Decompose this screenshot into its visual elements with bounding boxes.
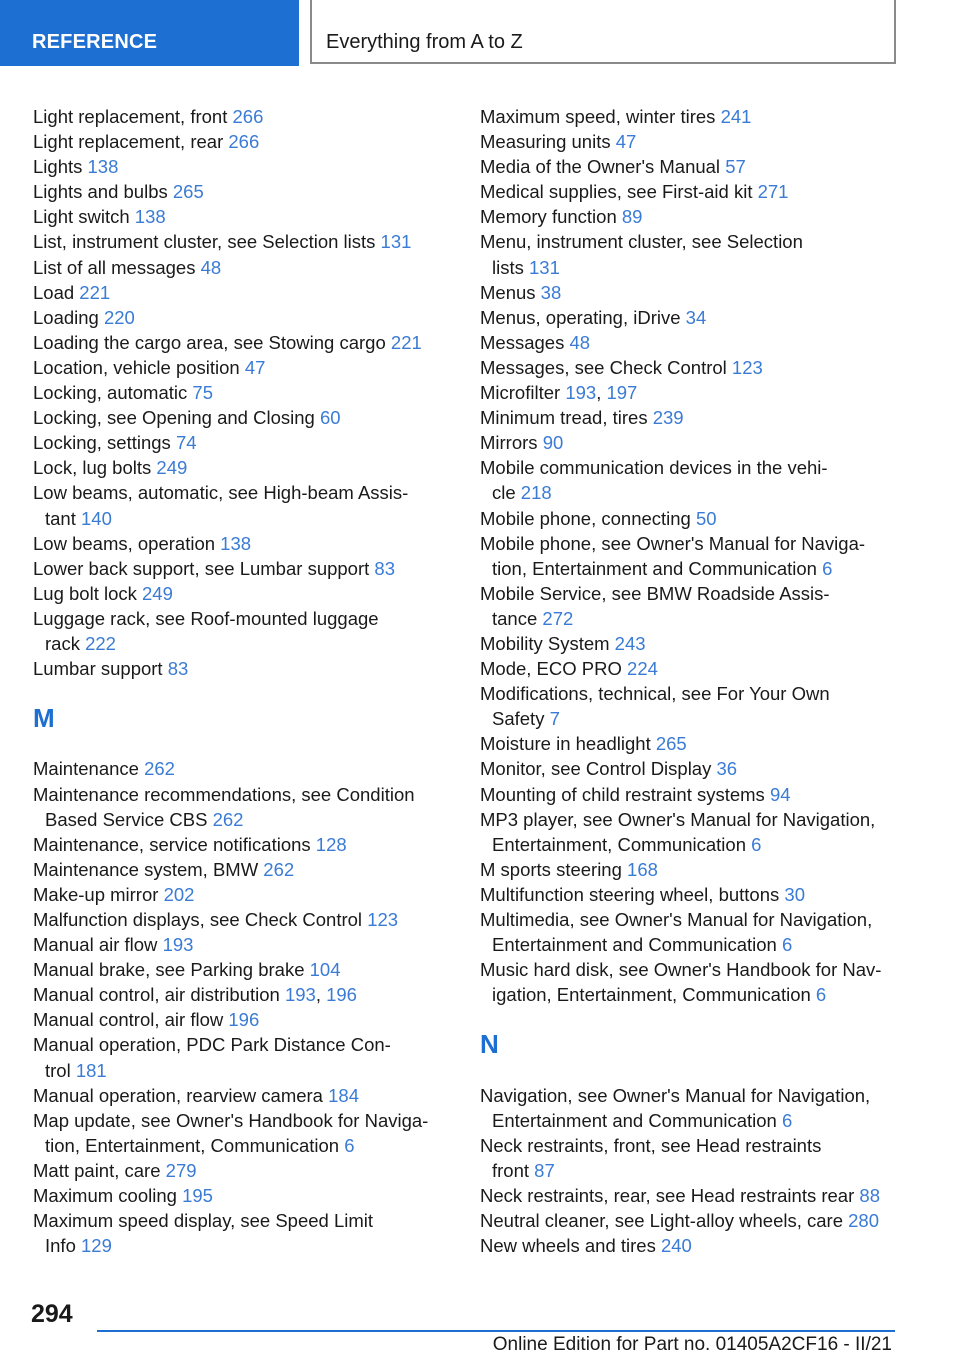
index-entry <box>480 430 900 455</box>
page-link[interactable]: 6 <box>751 833 762 855</box>
index-entry <box>33 129 448 154</box>
page-link[interactable]: 48 <box>569 331 591 353</box>
page-link[interactable]: 265 <box>655 733 687 755</box>
index-term: Lock, lug bolts <box>33 457 152 479</box>
index-term: Menus <box>480 281 536 303</box>
index-term: Multifunction steering wheel, buttons <box>480 883 780 905</box>
page-link[interactable]: 196 <box>326 984 357 1006</box>
index-entry <box>480 1233 900 1258</box>
index-entry <box>33 255 448 280</box>
index-entry <box>33 305 448 330</box>
index-entry <box>480 405 900 430</box>
index-term: Lights <box>33 156 83 178</box>
index-term: Light replacement, rear <box>33 131 224 153</box>
index-term: Matt paint, care <box>33 1159 161 1181</box>
index-term: Maintenance <box>33 758 139 780</box>
index-entry <box>33 480 448 530</box>
index-entry <box>480 882 900 907</box>
index-term: Loading the cargo area, see Stowing cargo <box>33 331 386 353</box>
index-entry <box>480 656 900 681</box>
index-entry <box>33 154 448 179</box>
index-column-left <box>33 104 448 1258</box>
page-link[interactable]: 271 <box>757 181 789 203</box>
page-link[interactable]: 36 <box>716 758 738 780</box>
index-entry <box>33 932 448 957</box>
page-link[interactable]: 193 <box>284 984 316 1006</box>
index-entry <box>33 204 448 229</box>
index-term: Light replacement, front <box>33 106 228 127</box>
page-link[interactable]: 222 <box>85 632 116 654</box>
index-entry <box>33 455 448 480</box>
index-entry <box>480 1083 900 1133</box>
page-link[interactable]: 89 <box>621 206 643 228</box>
index-entry <box>33 280 448 305</box>
page-link[interactable]: 241 <box>720 106 752 127</box>
page-link[interactable]: 30 <box>784 883 805 905</box>
index-entry <box>480 907 900 957</box>
index-entry <box>480 355 900 380</box>
index-entry <box>480 756 900 781</box>
index-entry <box>480 280 900 305</box>
index-term: Maintenance, service notifications <box>33 833 311 855</box>
index-entry <box>480 731 900 756</box>
index-entry <box>480 506 900 531</box>
page-link[interactable]: 83 <box>374 557 395 579</box>
page-link[interactable]: 75 <box>192 382 213 404</box>
page-link[interactable]: 240 <box>660 1235 692 1257</box>
page-link[interactable]: 138 <box>134 206 166 228</box>
page-link[interactable]: 131 <box>529 256 560 278</box>
index-entry <box>33 1183 448 1208</box>
index-entry: Microfilter 193, 197 <box>480 382 638 404</box>
page-link[interactable]: 104 <box>309 959 341 981</box>
page-link[interactable]: 38 <box>540 281 562 303</box>
index-entry <box>33 656 448 681</box>
index-entry <box>480 681 900 731</box>
page-link[interactable]: 123 <box>731 356 763 378</box>
index-entry <box>480 1208 900 1233</box>
page-link[interactable]: 249 <box>156 457 188 479</box>
page-link[interactable]: 140 <box>81 507 112 529</box>
index-term: Mounting of child restraint systems <box>480 783 765 805</box>
index-entry <box>480 455 900 505</box>
index-term: Mode, ECO PRO <box>480 658 622 680</box>
index-term: Manual operation, rearview camera <box>33 1084 323 1106</box>
index-entry <box>33 1083 448 1108</box>
page-link[interactable]: 60 <box>319 407 341 429</box>
page-link[interactable]: 239 <box>652 407 684 429</box>
page-link[interactable]: 193 <box>565 382 597 404</box>
page-link[interactable]: 138 <box>220 532 252 554</box>
index-term: Maximum speed display, see Speed Limit Info <box>33 1210 374 1257</box>
page-link[interactable]: 195 <box>182 1185 213 1207</box>
index-term: Microfilter <box>480 382 561 404</box>
index-term: Light switch <box>33 206 130 228</box>
index-entry <box>480 1183 900 1208</box>
index-term: Low beams, automatic, see High-beam Assis- tant <box>33 482 409 529</box>
page-link[interactable]: 34 <box>685 306 707 328</box>
page-link[interactable]: 138 <box>87 156 119 178</box>
index-entry <box>33 430 448 455</box>
index-entry <box>33 104 448 129</box>
index-term: Messages, see Check Control <box>480 356 727 378</box>
index-term: Menu, instrument cluster, see Selection lists <box>480 231 803 278</box>
index-entry <box>33 907 448 932</box>
page-link[interactable]: 224 <box>627 658 658 680</box>
page-link[interactable]: 129 <box>81 1235 112 1257</box>
page-link[interactable]: 193 <box>162 934 194 956</box>
index-entry <box>480 1133 900 1183</box>
section-label: REFERENCE <box>0 0 299 66</box>
index-entry <box>480 631 900 656</box>
index-term: Locking, automatic <box>33 382 188 404</box>
footer-divider <box>97 1330 895 1332</box>
index-entry <box>33 1158 448 1183</box>
index-entry <box>480 179 900 204</box>
page-link[interactable]: 87 <box>534 1159 555 1181</box>
index-entry <box>480 581 900 631</box>
index-column-right <box>480 104 900 1258</box>
index-term: Location, vehicle position <box>33 356 240 378</box>
page-link[interactable]: 221 <box>79 281 111 303</box>
index-entry <box>33 531 448 556</box>
index-term: Lug bolt lock <box>33 582 137 604</box>
index-entry <box>33 756 448 781</box>
index-term: Lights and bulbs <box>33 181 168 203</box>
page-link[interactable]: 243 <box>614 632 646 654</box>
page-link[interactable]: 94 <box>769 783 791 805</box>
index-term: Navigation, see Owner's Manual for Navigation, Entertainment and Communication <box>480 1084 871 1131</box>
index-term: Measuring units <box>480 131 611 153</box>
index-entry <box>33 1032 448 1082</box>
page-link[interactable]: 220 <box>103 306 135 328</box>
page-link[interactable]: 90 <box>542 432 564 454</box>
index-entry <box>480 229 900 279</box>
index-entry <box>33 832 448 857</box>
index-term: Modifications, technical, see For Your Own Safety <box>480 683 830 730</box>
index-entry <box>33 355 448 380</box>
index-term: Neck restraints, front, see Head restraints front <box>480 1134 822 1181</box>
index-entry <box>480 957 900 1007</box>
page-link[interactable]: 266 <box>232 106 264 127</box>
page-link[interactable]: 272 <box>542 607 574 629</box>
index-term: Map update, see Owner's Handbook for Naviga- tion, Entertainment, Communication <box>33 1109 429 1156</box>
index-entry <box>480 129 900 154</box>
index-entry <box>480 204 900 229</box>
index-term: Mobile phone, connecting <box>480 507 691 529</box>
index-term: Messages <box>480 331 565 353</box>
index-term: Moisture in headlight <box>480 733 651 755</box>
page-link[interactable]: 50 <box>696 507 717 529</box>
index-term: M sports steering <box>480 858 622 880</box>
index-term: Maximum cooling <box>33 1185 177 1207</box>
index-entry <box>33 405 448 430</box>
index-term: Media of the Owner's Manual <box>480 156 721 178</box>
index-term: Load <box>33 281 75 303</box>
index-term: Manual air flow <box>33 934 158 956</box>
index-entry <box>33 380 448 405</box>
index-entry <box>33 882 448 907</box>
index-entry <box>33 330 448 355</box>
page-link[interactable]: 196 <box>228 1009 260 1031</box>
index-term: Maintenance system, BMW <box>33 858 259 880</box>
page-link[interactable]: 279 <box>165 1159 197 1181</box>
index-entry: Manual control, air distribution 193, 196 <box>33 984 357 1006</box>
page-header <box>0 0 960 66</box>
index-entry <box>33 556 448 581</box>
page-link[interactable]: 262 <box>263 858 295 880</box>
index-term: Minimum tread, tires <box>480 407 648 429</box>
page-link[interactable]: 221 <box>390 331 422 353</box>
index-term: Music hard disk, see Owner's Handbook for Nav- igation, Entertainment, Communication <box>480 959 882 1006</box>
page-link[interactable]: 6 <box>782 1109 793 1131</box>
index-term: Mobile Service, see BMW Roadside Assis- tance <box>480 582 830 629</box>
index-entry <box>480 531 900 581</box>
page-link[interactable]: 181 <box>75 1059 107 1081</box>
chapter-title: Everything from A to Z <box>310 0 896 64</box>
index-term: Lumbar support <box>33 658 163 680</box>
page-link[interactable]: 249 <box>142 582 173 604</box>
index-term: Manual control, air flow <box>33 1009 224 1031</box>
edition-note: Online Edition for Part no. 01405A2CF16 - II/21 <box>492 1334 892 1355</box>
index-term: Maximum speed, winter tires <box>480 106 716 127</box>
index-term: Mirrors <box>480 432 538 454</box>
page-link[interactable]: 197 <box>606 382 638 404</box>
page-link[interactable]: 48 <box>200 256 222 278</box>
index-term: Low beams, operation <box>33 532 216 554</box>
index-term: Maintenance recommendations, see Condition Based Service CBS <box>33 783 415 830</box>
index-term: Manual operation, PDC Park Distance Con- trol <box>33 1034 391 1081</box>
page-link[interactable]: 266 <box>228 131 260 153</box>
page-link[interactable]: 6 <box>782 934 793 956</box>
index-term: Menus, operating, iDrive <box>480 306 681 328</box>
index-entry <box>33 1108 448 1158</box>
index-entry <box>33 782 448 832</box>
index-term: List of all messages <box>33 256 196 278</box>
page-link[interactable]: 280 <box>848 1210 880 1232</box>
page-link[interactable]: 202 <box>163 883 195 905</box>
index-letter-heading: M <box>33 703 55 734</box>
index-entry <box>33 229 448 254</box>
index-term: Locking, see Opening and Closing <box>33 407 315 429</box>
page-link[interactable]: 83 <box>167 658 189 680</box>
index-term: Mobility System <box>480 632 610 654</box>
index-term: Multimedia, see Owner's Manual for Navigation, Entertainment and Communication <box>480 909 873 956</box>
index-term: Mobile communication devices in the vehi- cle <box>480 457 828 504</box>
index-entry <box>33 957 448 982</box>
page-link[interactable]: 184 <box>328 1084 359 1106</box>
index-term: New wheels and tires <box>480 1235 656 1257</box>
index-entry <box>480 330 900 355</box>
index-term: MP3 player, see Owner's Manual for Navigation, Entertainment, Communication <box>480 808 876 855</box>
page-link[interactable]: 6 <box>344 1134 355 1156</box>
page-link[interactable]: 47 <box>244 356 266 378</box>
page-link[interactable]: 265 <box>172 181 204 203</box>
index-term: Neutral cleaner, see Light-alloy wheels, care <box>480 1210 843 1232</box>
index-entry <box>33 581 448 606</box>
page-link[interactable]: 6 <box>822 557 833 579</box>
index-term: Memory function <box>480 206 617 228</box>
page-link[interactable]: 262 <box>144 758 175 780</box>
index-entry <box>33 179 448 204</box>
page-number: 294 <box>31 1300 73 1328</box>
index-term: Loading <box>33 306 99 328</box>
page-link[interactable]: 47 <box>615 131 637 153</box>
page-link[interactable]: 88 <box>859 1185 880 1207</box>
index-term: Locking, settings <box>33 432 171 454</box>
index-entry <box>480 782 900 807</box>
index-entry <box>480 305 900 330</box>
index-term: Lower back support, see Lumbar support <box>33 557 370 579</box>
index-entry <box>480 857 900 882</box>
page-link[interactable]: 57 <box>725 156 746 178</box>
index-term: Mobile phone, see Owner's Manual for Naviga- tion, Entertainment and Communication <box>480 532 866 579</box>
index-entry <box>480 807 900 857</box>
index-letter-heading: N <box>480 1029 499 1060</box>
index-term: Luggage rack, see Roof-mounted luggage rack <box>33 607 379 654</box>
index-entry <box>33 857 448 882</box>
index-term: Malfunction displays, see Check Control <box>33 909 363 930</box>
index-term: Make-up mirror <box>33 883 159 905</box>
index-entry <box>33 606 448 656</box>
page-link[interactable]: 262 <box>212 808 244 830</box>
page-link[interactable]: 7 <box>549 708 560 730</box>
page-link[interactable]: 131 <box>380 231 412 253</box>
index-entry <box>480 154 900 179</box>
index-term: List, instrument cluster, see Selection lists <box>33 231 376 253</box>
index-entry <box>33 1208 448 1258</box>
index-term: Monitor, see Control Display <box>480 758 712 780</box>
page-link[interactable]: 123 <box>367 909 399 930</box>
index-entry <box>480 104 900 129</box>
index-term: Manual brake, see Parking brake <box>33 959 305 981</box>
index-term: Neck restraints, rear, see Head restraints rear <box>480 1185 855 1207</box>
page-link[interactable]: 74 <box>175 432 197 454</box>
index-term: Manual control, air distribution <box>33 984 280 1006</box>
page-link[interactable]: 6 <box>815 984 827 1006</box>
index-entry <box>33 1007 448 1032</box>
page-link[interactable]: 168 <box>627 858 658 880</box>
index-term: Medical supplies, see First-aid kit <box>480 181 753 203</box>
page-link[interactable]: 128 <box>315 833 347 855</box>
page-link[interactable]: 218 <box>520 482 552 504</box>
